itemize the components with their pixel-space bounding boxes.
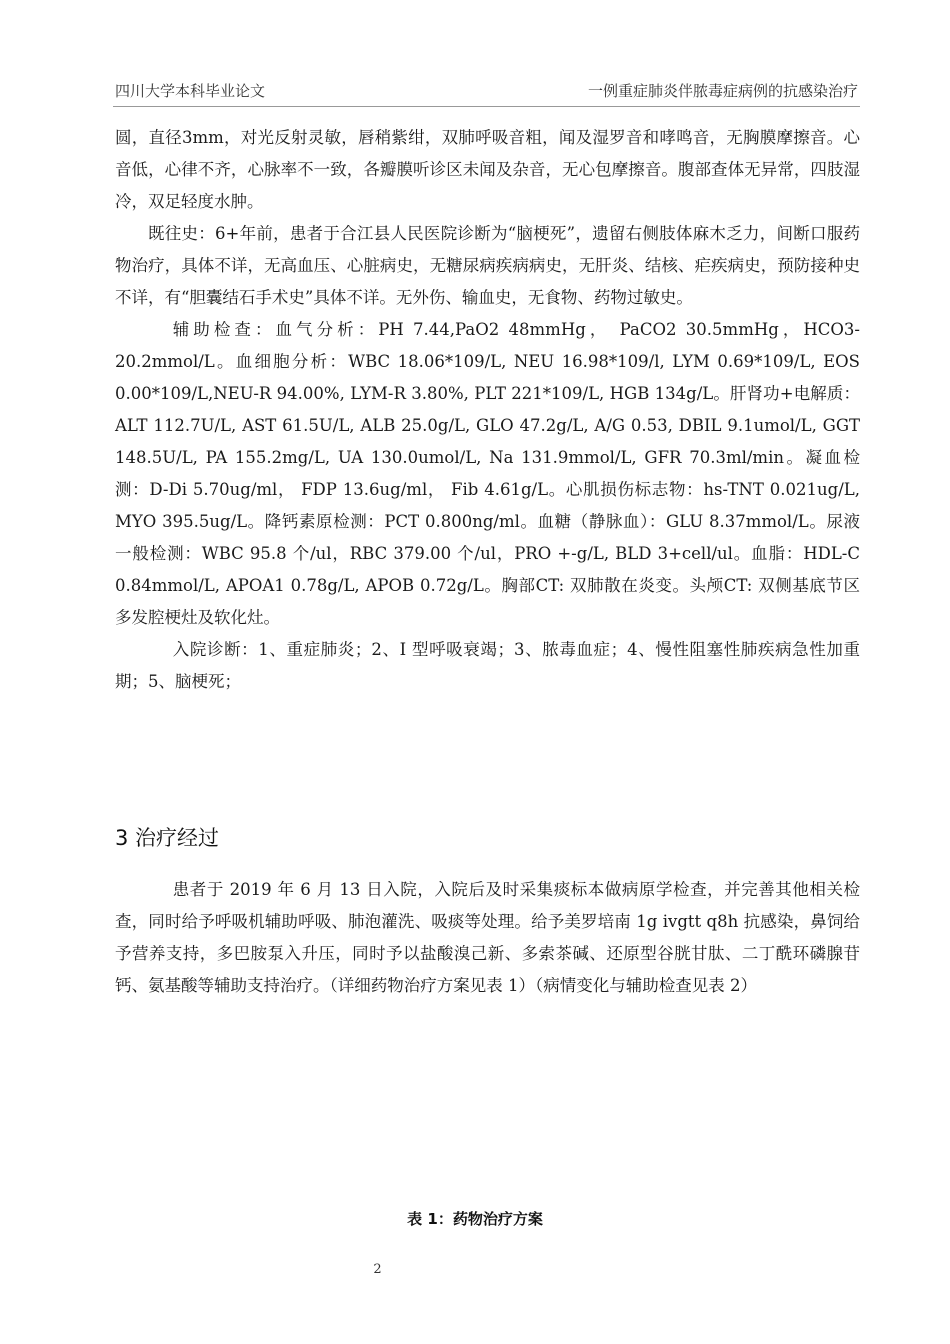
auxiliary-exam-paragraph: 辅助检查：血气分析：PH 7.44,PaO2 48mmHg， PaCO2 30.5mmHg，HCO3- 20.2mmol/L。血细胞分析：WBC 18.06*109/L, NEU 16.98*109/l, LYM 0.69*109/L, EOS 0.00*109/L,NEU-R 94.00%, LYM-R 3.80%, PLT 221*109/L, HGB 134g/L。肝肾功+电解质：ALT 112.7U/L, AST 61.5U/L, ALB 25.0g/L, GLO 47.2g/L, A/G 0.53, DBIL 9.1umol/L, GGT 148.5U/L, PA 155.2mg/L, UA 130.0umol/L, Na 131.9mmol/L, GFR 70.3ml/min。凝血检测：D-Di 5.70ug/ml， FDP 13.6ug/ml， Fib 4.61g/L。心肌损伤标志物：hs-TNT 0.021ug/L, MYO 395.5ug/L。降钙素原检测：PCT 0.800ng/ml。血糖（静脉血）：GLU 8.37mmol/L。尿液一般检测：WBC 95.8 个/ul，RBC 379.00 个/ul，PRO +-g/L, BLD 3+cell/ul。血脂：HDL-C 0.84mmol/L, APOA1 0.78g/L, APOB 0.72g/L。胸部CT: 双肺散在炎变。头颅CT: 双侧基底节区多发腔梗灶及软化灶。 [115,320,860,627]
page-number: 2 [373,1262,382,1277]
table-caption: 表 1：药物治疗方案 [407,1210,543,1228]
treatment-body [115,874,860,1002]
header-divider [113,106,860,107]
section-heading: 3 治疗经过 [115,826,220,850]
case-body [115,122,860,698]
treatment-paragraph: 患者于 2019 年 6 月 13 日入院，入院后及时采集痰标本做病原学检查，并完善其他相关检查，同时给予呼吸机辅助呼吸、肺泡灌洗、吸痰等处理。给予美罗培南 1g ivgtt q8h 抗感染，鼻饲给予营养支持，多巴胺泵入升压，同时予以盐酸溴己新、多索茶碱、还原型谷胱甘肽、二丁酰环磷腺苷钙、氨基酸等辅助支持治疗。（详细药物治疗方案见表 1）（病情变化与辅助检查见表 2） [115,880,860,995]
running-header-right: 一例重症肺炎伴脓毒症病例的抗感染治疗 [587,82,858,100]
admission-diagnosis-paragraph: 入院诊断：1、重症肺炎；2、I 型呼吸衰竭；3、脓毒血症；4、慢性阻塞性肺疾病急性加重期；5、脑梗死； [115,640,860,691]
running-header-left: 四川大学本科毕业论文 [115,82,266,100]
history-paragraph: 既往史：6+年前，患者于合江县人民医院诊断为“脑梗死”，遗留右侧肢体麻木乏力，间断口服药物治疗，具体不详，无高血压、心脏病史，无糖尿病疾病病史，无肝炎、结核、疟疾病史，预防接种史不详，有“胆囊结石手术史”具体不详。无外伤、输血史，无食物、药物过敏史。 [115,224,860,307]
physical-exam-paragraph: 圆，直径3mm，对光反射灵敏，唇稍紫绀，双肺呼吸音粗，闻及湿罗音和哮鸣音，无胸膜摩擦音。心音低，心律不齐，心脉率不一致，各瓣膜听诊区未闻及杂音，无心包摩擦音。腹部查体无异常，四肢湿冷，双足轻度水肿。 [115,128,860,211]
